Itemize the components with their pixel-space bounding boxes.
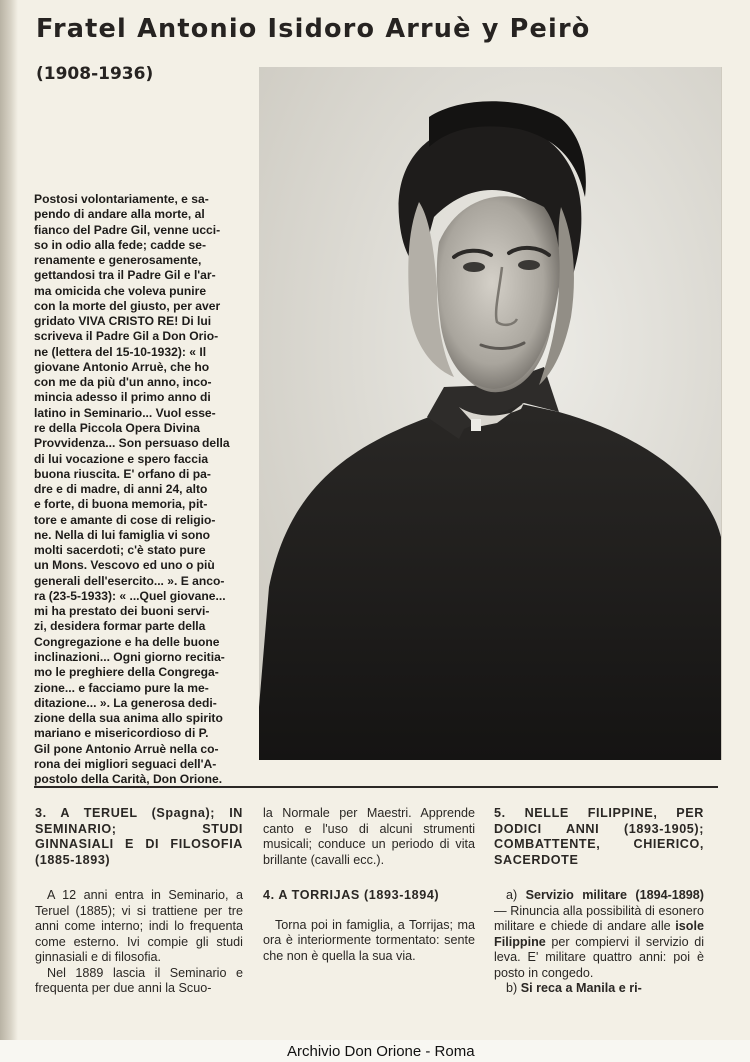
intro-line: renamente e generosamente, (34, 253, 202, 268)
intro-line: scriveva il Padre Gil a Don Orio- (34, 329, 219, 344)
intro-line: con la morte del giusto, per aver (34, 298, 221, 313)
intro-line: ra (23-5-1933): « ...Quel giovane... (34, 588, 226, 603)
intro-line: fianco del Padre Gil, venne ucci- (34, 222, 221, 237)
section-5-subsection-a (494, 888, 704, 981)
intro-line: pendo di andare alla morte, al (34, 207, 205, 222)
intro-line: ne. Nella di lui famiglia vi sono (34, 527, 211, 542)
intro-line: e forte, di buona memoria, pit- (34, 497, 208, 512)
intro-line: inclinazioni... Ogni giorno recitia- (34, 649, 225, 664)
intro-line: di lui vocazione e spero faccia (34, 451, 209, 466)
intro-line: giovane Antonio Arruè, che ho (34, 359, 210, 374)
intro-text-column (34, 192, 246, 787)
subsection-a-text-1: — Rinuncia alla possibilità di esonero militare e chiede di andare alle (494, 903, 704, 933)
intro-line: dre e di madre, di anni 24, alto (34, 482, 208, 497)
intro-line: gettandosi tra il Padre Gil e l'ar- (34, 268, 216, 283)
intro-line: so in odio alla fede; cadde se- (34, 237, 207, 252)
intro-line: tore e amante di cose di religio- (34, 512, 216, 527)
intro-line: mariano e misericordioso di P. (34, 726, 209, 741)
intro-line: buona riuscita. E' orfano di pa- (34, 466, 211, 481)
intro-line: un Mons. Vescovo ed uno o più (34, 558, 215, 573)
section-4-paragraph-1: Torna poi in famiglia, a Torrijas; ma ora è interiormente tormentato: sente che non è quella la sua via. (263, 917, 475, 963)
intro-line: Gil pone Antonio Arruè nella co- (34, 741, 219, 756)
page-binding-edge (0, 0, 18, 1062)
section-3-paragraph-2: Nel 1889 lascia il Seminario e frequenta per due anni la Scuo- (35, 965, 243, 995)
section-3-heading: 3. A TERUEL (Spagna); IN SEMINARIO; STUDI GINNASIALI E DI FILOSOFIA (1885-1893) (35, 806, 243, 867)
intro-line: mincia adesso il primo anno di (34, 390, 211, 405)
intro-line: ditazione... ». La generosa dedi- (34, 695, 217, 710)
intro-line: molti sacerdoti; c'è stato pure (34, 543, 206, 558)
subsection-a-title: Servizio militare (1894-1898) (525, 888, 704, 902)
intro-line: generali dell'esercito... ». E anco- (34, 573, 225, 588)
text-column-2 (263, 806, 475, 964)
intro-line: Postosi volontariamente, e sa- (34, 192, 209, 206)
subsection-b-label: b) (506, 981, 521, 995)
intro-line: rona dei migliori seguaci dell'A- (34, 756, 217, 771)
text-column-3 (494, 806, 704, 997)
intro-line: mo le preghiere della Congrega- (34, 665, 219, 680)
life-dates: (1908-1936) (36, 64, 154, 84)
intro-line: gridato VIVA CRISTO RE! Di lui (34, 314, 212, 329)
intro-line: mi ha prestato dei buoni servi- (34, 604, 210, 619)
intro-line: ma omicida che voleva punire (34, 283, 207, 298)
intro-line: zione della sua anima allo spirito (34, 711, 223, 726)
intro-line: Provvidenza... Son persuaso della (34, 436, 230, 451)
intro-line: Congregazione e ha delle buone (34, 634, 220, 649)
subsection-a-bold-term: isole Filippine (494, 919, 704, 949)
subsection-a-label: a) (506, 888, 526, 902)
intro-line: postolo della Carità, Don Orione. (34, 772, 223, 787)
section-5-heading: 5. NELLE FILIPPINE, PER DODICI ANNI (1893-1905); COMBATTENTE, CHIERICO, SACERDOTE (494, 806, 704, 867)
intro-line: re della Piccola Opera Divina (34, 420, 201, 435)
text-column-1 (35, 806, 243, 997)
portrait-photo (259, 67, 722, 760)
intro-line: zi, desidera formar parte della (34, 619, 206, 634)
archive-footer: Archivio Don Orione - Roma (287, 1043, 475, 1060)
section-5-subsection-b (494, 981, 704, 997)
subsection-a-text-2: per compiervi il servizio di leva. E' militare quattro anni: poi è posto in congedo. (494, 934, 704, 980)
section-3-paragraph-2-continued: la Normale per Maestri. Apprende canto e l'uso di alcuni strumenti musicali; conduce un periodo di vita brillante (cavalli ecc.). (263, 806, 475, 867)
intro-line: con me da più d'un anno, inco- (34, 375, 212, 390)
intro-line: latino in Seminario... Vuol esse- (34, 405, 216, 420)
section-3-paragraph-1: A 12 anni entra in Seminario, a Teruel (1885); vi si trattiene per tre anni come interno; indi lo frequenta come esterno. Ivi compie gli studi ginnasiali e di filosofia. (35, 888, 243, 964)
section-4-heading: 4. A TORRIJAS (1893-1894) (263, 888, 440, 902)
intro-line: zione... e facciamo pure la me- (34, 680, 209, 695)
subsection-b-title: Si reca a Manila e ri- (520, 981, 642, 995)
page-title: Fratel Antonio Isidoro Arruè y Peirò (36, 14, 591, 44)
intro-line: ne (lettera del 15-10-1932): « Il (34, 344, 207, 359)
section-divider (34, 786, 718, 788)
